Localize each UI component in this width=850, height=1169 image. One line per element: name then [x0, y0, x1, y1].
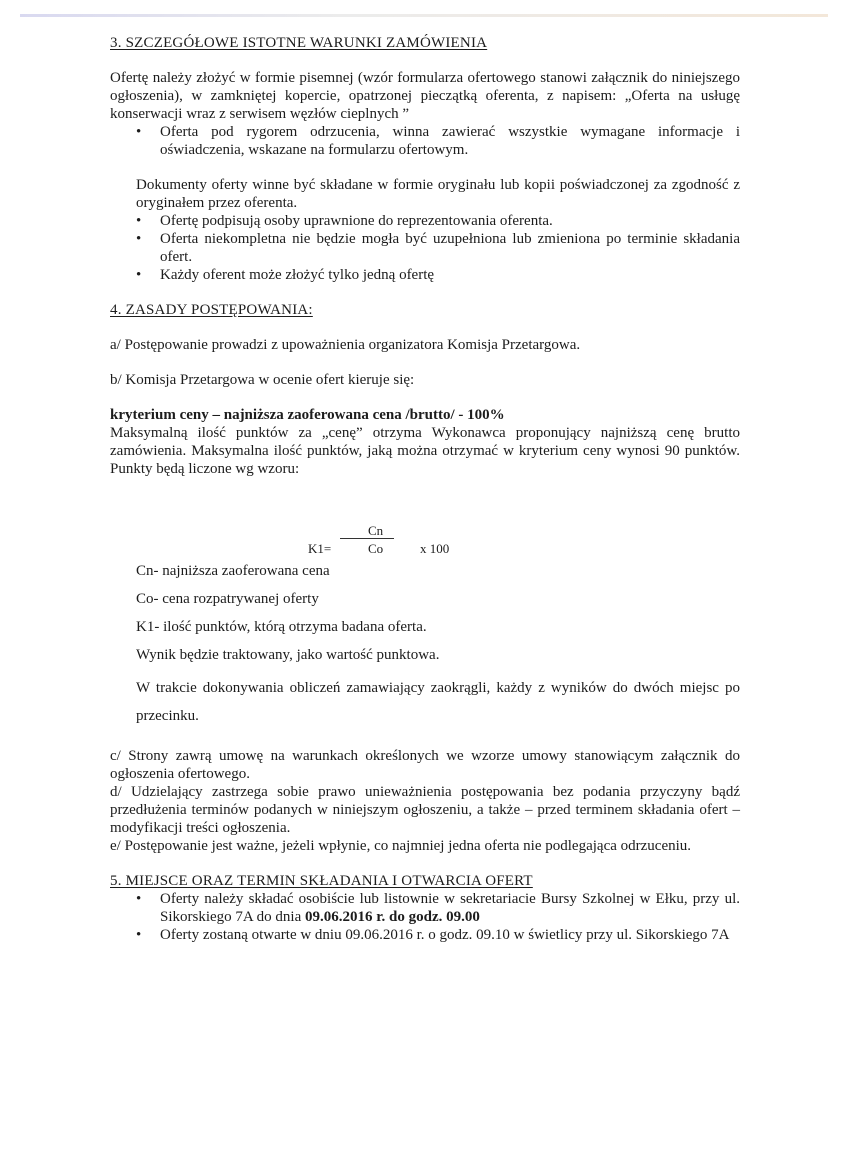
list-item: • Oferty zostaną otwarte w dniu 09.06.2016 r. o godz. 09.10 w świetlicy przy ul. Sikorskiego 7A: [136, 926, 740, 944]
formula-legend: [110, 562, 740, 730]
section-3-documents: Dokumenty oferty winne być składane w formie oryginału lub kopii poświadczonej za zgodność z oryginałem przez oferenta.: [136, 177, 740, 211]
section-3-heading: 3. SZCZEGÓŁOWE ISTOTNE WARUNKI ZAMÓWIENIA: [110, 35, 488, 51]
document-page: [110, 22, 740, 944]
section-4-point-d: d/ Udzielający zastrzega sobie prawo unieważnienia postępowania bez podania przyczyny bądź przedłużenia terminów podanych w niniejszym ogłoszeniu, a także – przed terminem składania ofert – modyfikacji treści ogłoszenia.: [110, 784, 740, 836]
legend-item: Co- cena rozpatrywanej oferty: [136, 591, 319, 607]
section-4-point-e: e/ Postępowanie jest ważne, jeżeli wpłynie, co najmniej jedna oferta nie podlegająca odrzuceniu.: [110, 838, 692, 854]
submission-text: Oferty należy składać osobiście lub listownie w sekretariacie Bursy Szkolnej w Ełku, przy ul. Sikorskiego 7A do dnia: [160, 891, 740, 925]
scan-top-edge: [20, 14, 828, 17]
list-item: • Oferta pod rygorem odrzucenia, winna zawierać wszystkie wymagane informacje i oświadczenia, wskazane na formularzu ofertowym.: [136, 123, 740, 159]
points-formula: [110, 522, 740, 562]
formula-numerator: Cn: [368, 523, 384, 538]
section-3-bullets-a: [110, 123, 740, 159]
list-item: [136, 890, 740, 926]
legend-item: Cn- najniższa zaoferowana cena: [136, 563, 330, 579]
section-4-heading: 4. ZASADY POSTĘPOWANIA:: [110, 302, 313, 318]
submission-deadline: 09.06.2016 r. do godz. 09.00: [305, 909, 480, 925]
legend-item: K1- ilość punktów, którą otrzyma badana oferta.: [136, 619, 427, 635]
list-item: • Każdy oferent może złożyć tylko jedną ofertę: [136, 266, 740, 284]
formula-lhs: K1=: [308, 541, 332, 556]
fraction-bar: [340, 538, 394, 539]
formula-multiplier: x 100: [420, 541, 450, 556]
price-criterion-text: Maksymalną ilość punktów za „cenę” otrzyma Wykonawca proponujący najniższą cenę brutto zamówienia. Maksymalna ilość punktów, jaką można otrzymać w kryterium ceny wynosi 90 punktów. Punkty będą liczone wg wzoru:: [110, 425, 740, 477]
section-4-point-a: a/ Postępowanie prowadzi z upoważnienia organizatora Komisja Przetargowa.: [110, 337, 581, 353]
list-item: • Oferta niekompletna nie będzie mogła być uzupełniona lub zmieniona po terminie składania ofert.: [136, 230, 740, 266]
section-3-intro: Ofertę należy złożyć w formie pisemnej (wzór formularza ofertowego stanowi załącznik do niniejszego ogłoszenia), w zamkniętej kopercie, opatrzonej pieczątką oferenta, z napisem: „Oferta na usługę konserwacji wraz z serwisem węzłów cieplnych ”: [110, 70, 740, 122]
section-4-point-b: b/ Komisja Przetargowa w ocenie ofert kieruje się:: [110, 372, 415, 388]
legend-item: W trakcie dokonywania obliczeń zamawiający zaokrągli, każdy z wyników do dwóch miejsc po przecinku.: [136, 680, 740, 724]
formula-denominator: Co: [368, 541, 384, 556]
price-criterion: kryterium ceny – najniższa zaoferowana cena /brutto/ - 100%: [110, 407, 505, 423]
section-5-bullets: [110, 890, 740, 944]
list-item: • Ofertę podpisują osoby uprawnione do reprezentowania oferenta.: [136, 212, 740, 230]
section-3-bullets-b: [110, 212, 740, 284]
section-4-point-c: c/ Strony zawrą umowę na warunkach określonych we wzorze umowy stanowiącym załącznik do ogłoszenia ofertowego.: [110, 748, 740, 782]
legend-item: Wynik będzie traktowany, jako wartość punktowa.: [136, 647, 440, 663]
section-5-heading: 5. MIEJSCE ORAZ TERMIN SKŁADANIA I OTWARCIA OFERT: [110, 873, 533, 889]
